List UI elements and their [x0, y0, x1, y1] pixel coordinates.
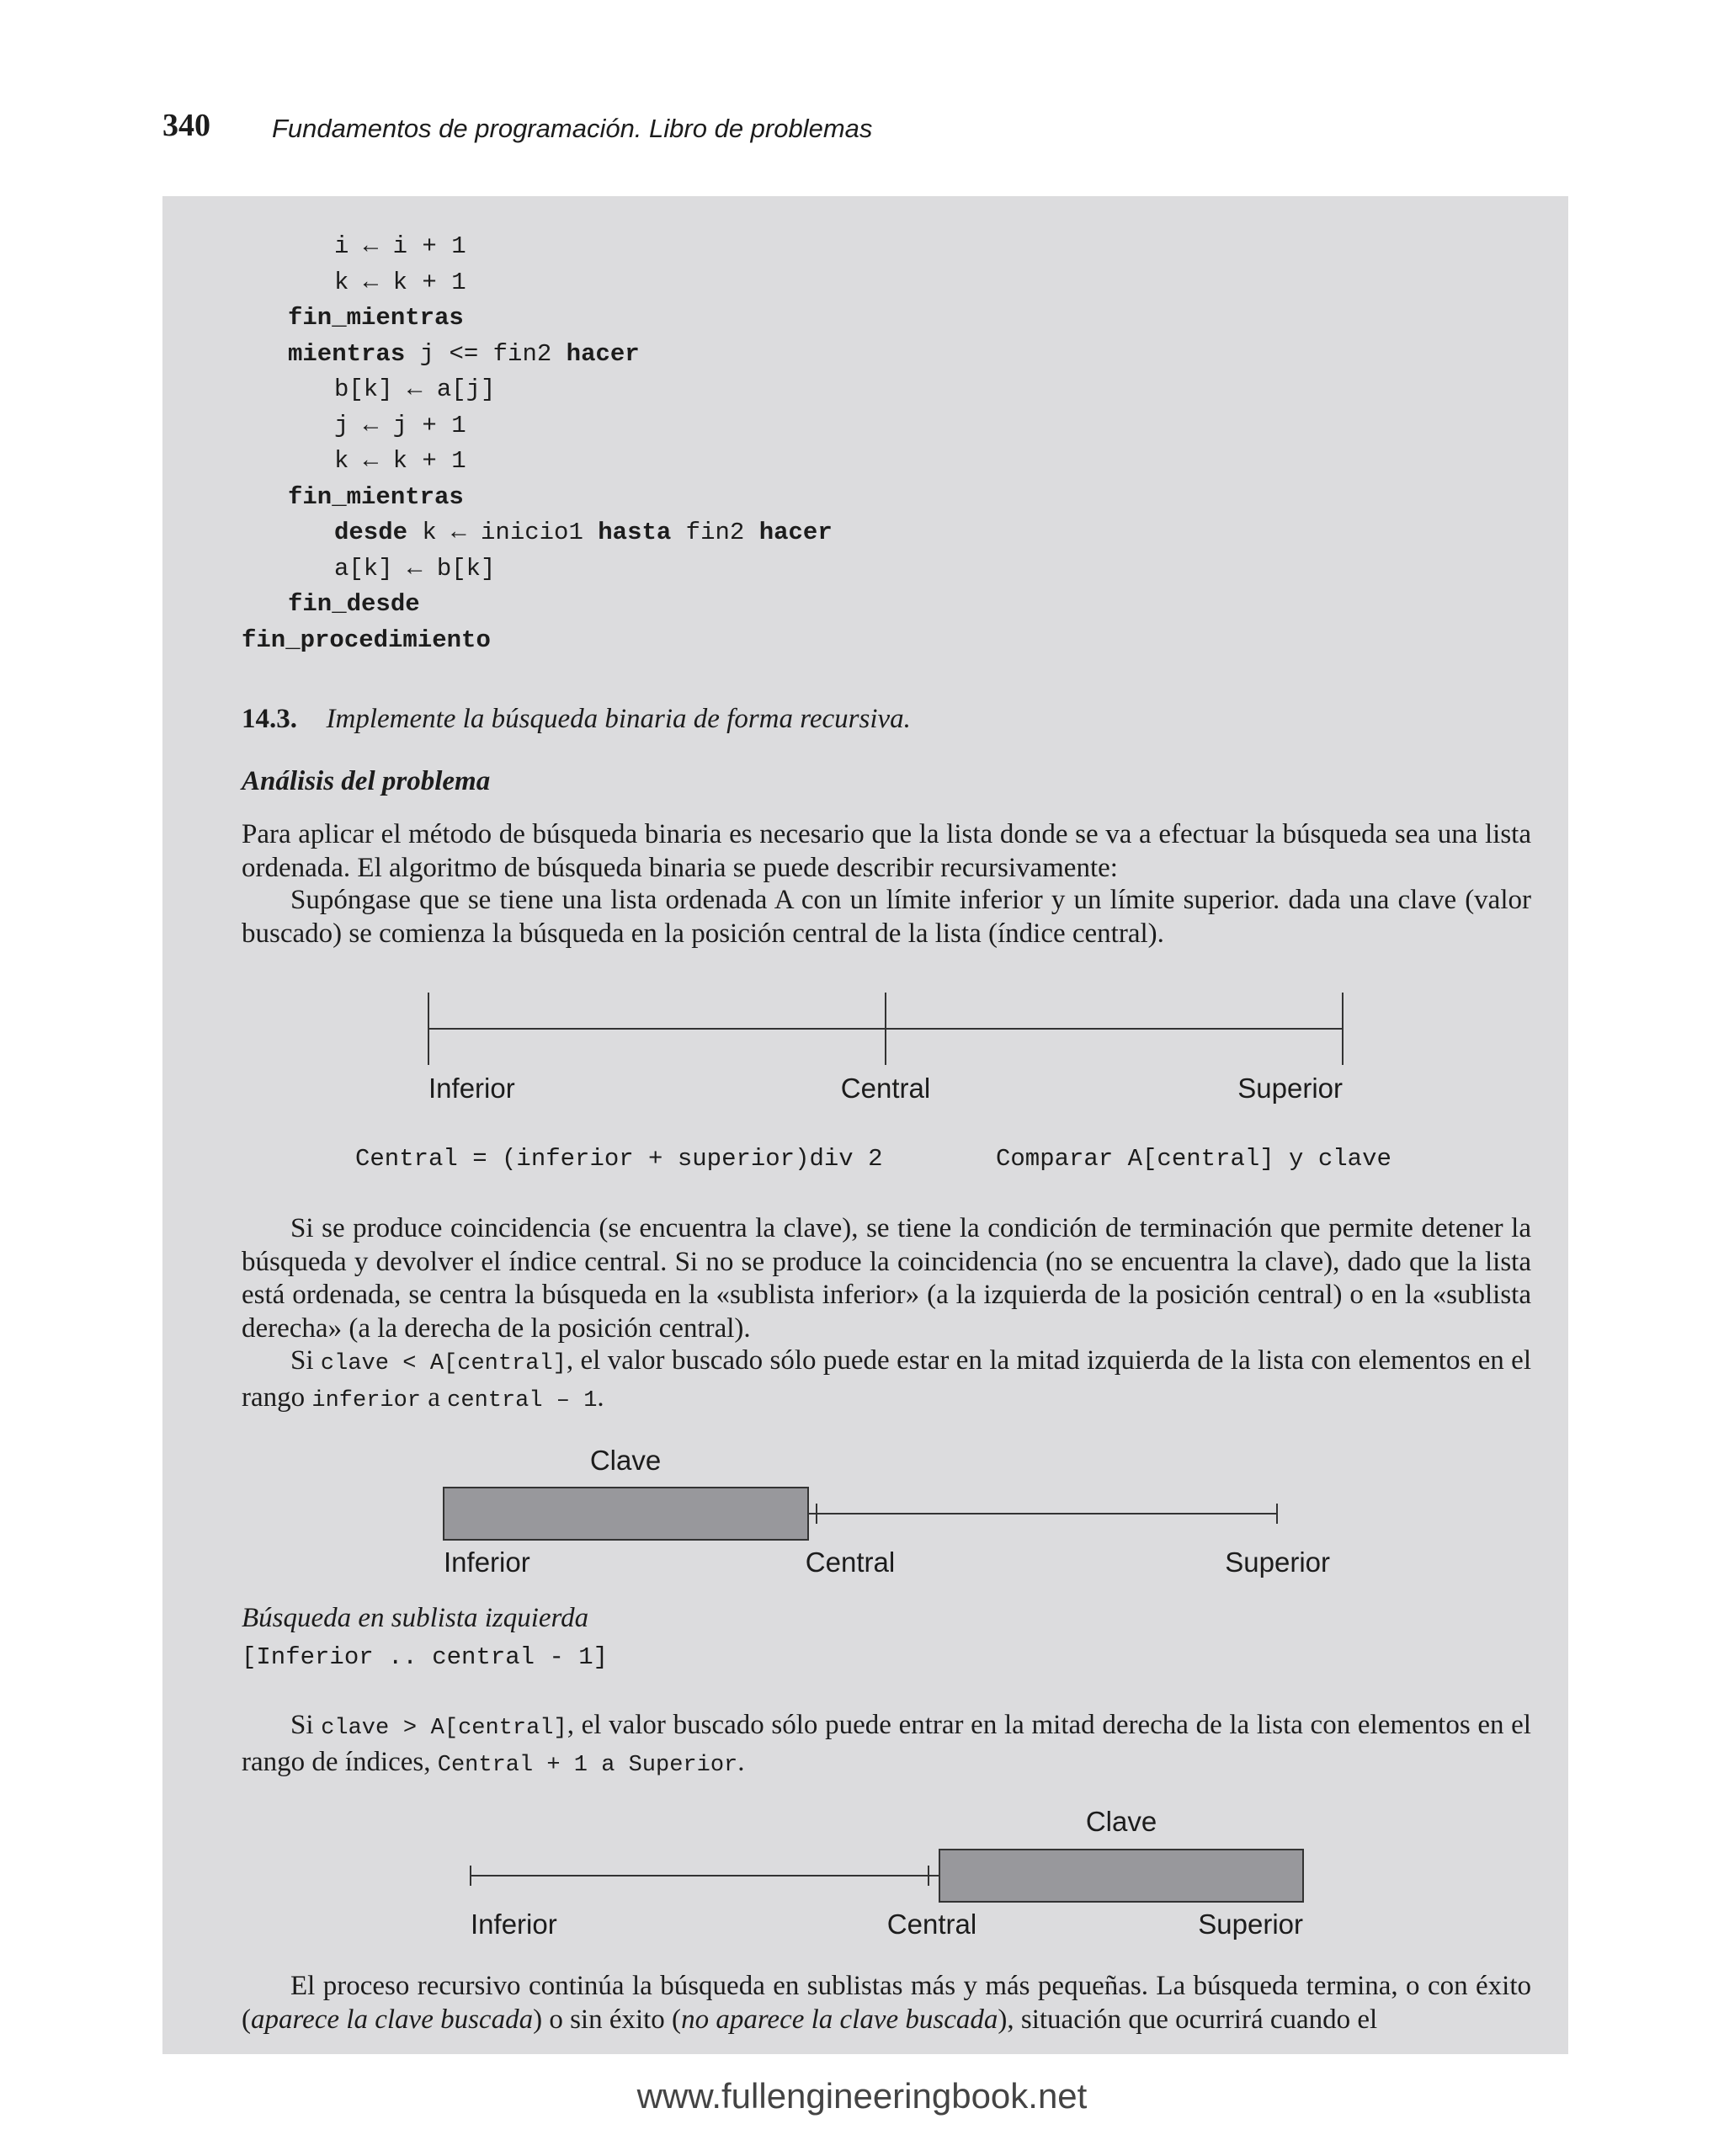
- diagram2-label-inferior: Inferior: [444, 1546, 530, 1578]
- paragraph-right-case: [242, 1709, 1531, 1782]
- code-text: k ← k + 1: [334, 447, 466, 475]
- paragraph-text: ) o sin éxito (: [533, 2004, 682, 2035]
- code-text: b[k] ← a[j]: [334, 375, 496, 403]
- paragraph-text: , el valor buscado sólo puede estar en la mitad izquierda de la lista con elementos en el rango: [242, 1345, 1531, 1413]
- paragraph-text: .: [597, 1381, 604, 1413]
- paragraph-text: Si: [290, 1345, 321, 1376]
- diagram1-label-inferior: Inferior: [428, 1073, 515, 1104]
- code-text: k ← inicio1: [407, 519, 599, 546]
- code-keyword: fin_mientras: [288, 304, 464, 332]
- diagram2-left-box: [444, 1488, 808, 1540]
- diagram2-caption: Búsqueda en sublista izquierda: [242, 1603, 589, 1633]
- diagram3-shapes: [471, 1850, 1303, 1902]
- code-keyword: hacer: [758, 519, 833, 546]
- diagram2-range: [Inferior .. central - 1]: [242, 1643, 609, 1671]
- code-text: a[k] ← b[k]: [334, 554, 496, 583]
- paragraph-text: El proceso recursivo continúa la búsqueda en sublistas más y más pequeñas. La búsqueda termina, o con éxito (: [242, 1971, 1531, 2035]
- inline-code: Central + 1 a Superior: [437, 1752, 738, 1778]
- paragraph-left-case: [242, 1344, 1531, 1418]
- code-keyword: desde: [334, 519, 408, 546]
- code-text: fin2: [671, 519, 759, 546]
- diagram2-label-superior: Superior: [1225, 1546, 1330, 1578]
- paragraph-text: aparece la clave buscada: [251, 2004, 534, 2035]
- code-text: j ← j + 1: [334, 411, 466, 439]
- paragraph-text: .: [737, 1746, 745, 1777]
- paragraph-recursive-process: [242, 1970, 1531, 2036]
- code-text: k ← k + 1: [334, 268, 466, 296]
- paragraph-text: a: [421, 1381, 448, 1413]
- paragraph-text: Si se produce coincidencia (se encuentra la clave), se tiene la condición de terminación que permite detener la búsqueda y devolver el índice central. Si no se produce la coincidencia (no se encuentra la clave), dado que la lista está ordenada, se centra la búsqueda en la «sublista inferior» (a la izquierda de la posición central) o en la «sublista derecha» (a la derecha de la posición central).: [242, 1213, 1531, 1344]
- paragraph-coincidence: [242, 1212, 1531, 1345]
- code-keyword: mientras: [288, 339, 406, 368]
- code-keyword: hacer: [566, 339, 640, 368]
- page-number: 340: [162, 108, 210, 143]
- code-keyword: fin_desde: [288, 590, 420, 618]
- paragraph-text: ), situación que ocurrirá cuando el: [998, 2004, 1378, 2035]
- diagram3-right-box: [939, 1850, 1303, 1902]
- diagram1-label-superior: Superior: [1237, 1073, 1343, 1104]
- diagram3-label-superior: Superior: [1198, 1908, 1303, 1940]
- paragraph-text: Supóngase que se tiene una lista ordenada A con un límite inferior y un límite superior. dada una clave (valor buscado) se comienza la búsqueda en la posición central de la lista (índice central).: [242, 885, 1531, 949]
- diagram1-label-central: Central: [840, 1073, 931, 1104]
- code-keyword: fin_procedimiento: [242, 626, 491, 654]
- paragraph-text: Si: [290, 1710, 322, 1740]
- paragraph-text: , el valor buscado sólo puede entrar en la mitad derecha de la lista con elementos en el rango de índices,: [242, 1710, 1531, 1777]
- diagram3-label-clave: Clave: [1085, 1806, 1157, 1837]
- paragraph-text: no aparece la clave buscada: [681, 2004, 998, 2035]
- running-title: Fundamentos de programación. Libro de problemas: [272, 114, 873, 143]
- analysis-heading: Análisis del problema: [242, 766, 491, 796]
- inline-code: central – 1: [447, 1387, 598, 1413]
- diagram2-label-clave: Clave: [589, 1445, 662, 1476]
- inline-code: inferior: [311, 1387, 422, 1413]
- diagram2-shapes: [444, 1488, 1277, 1540]
- diagram1-compare: Comparar A[central] y clave: [996, 1145, 1391, 1173]
- problem-text: Implemente la búsqueda binaria de forma recursiva.: [326, 704, 911, 734]
- paragraph-text: Para aplicar el método de búsqueda binaria es necesario que la lista donde se va a efectuar la búsqueda sea una lista ordenada. El algoritmo de búsqueda binaria se puede describir recursivamente:: [242, 819, 1531, 883]
- code-text: i ← i + 1: [334, 232, 466, 260]
- problem-number: 14.3.: [242, 704, 297, 734]
- code-keyword: hasta: [598, 519, 672, 546]
- diagram1-lines: [428, 993, 1343, 1065]
- diagram3-label-inferior: Inferior: [471, 1908, 557, 1940]
- code-keyword: fin_mientras: [288, 482, 464, 511]
- diagram2-label-central: Central: [805, 1546, 896, 1578]
- code-text: j <= fin2: [405, 339, 567, 368]
- diagram3-label-central: Central: [886, 1908, 977, 1940]
- footer-url: www.fullengineeringbook.net: [636, 2076, 1088, 2116]
- inline-code: clave > A[central]: [321, 1716, 567, 1741]
- diagram1-formula: Central = (inferior + superior)div 2: [355, 1145, 883, 1173]
- inline-code: clave < A[central]: [320, 1351, 567, 1376]
